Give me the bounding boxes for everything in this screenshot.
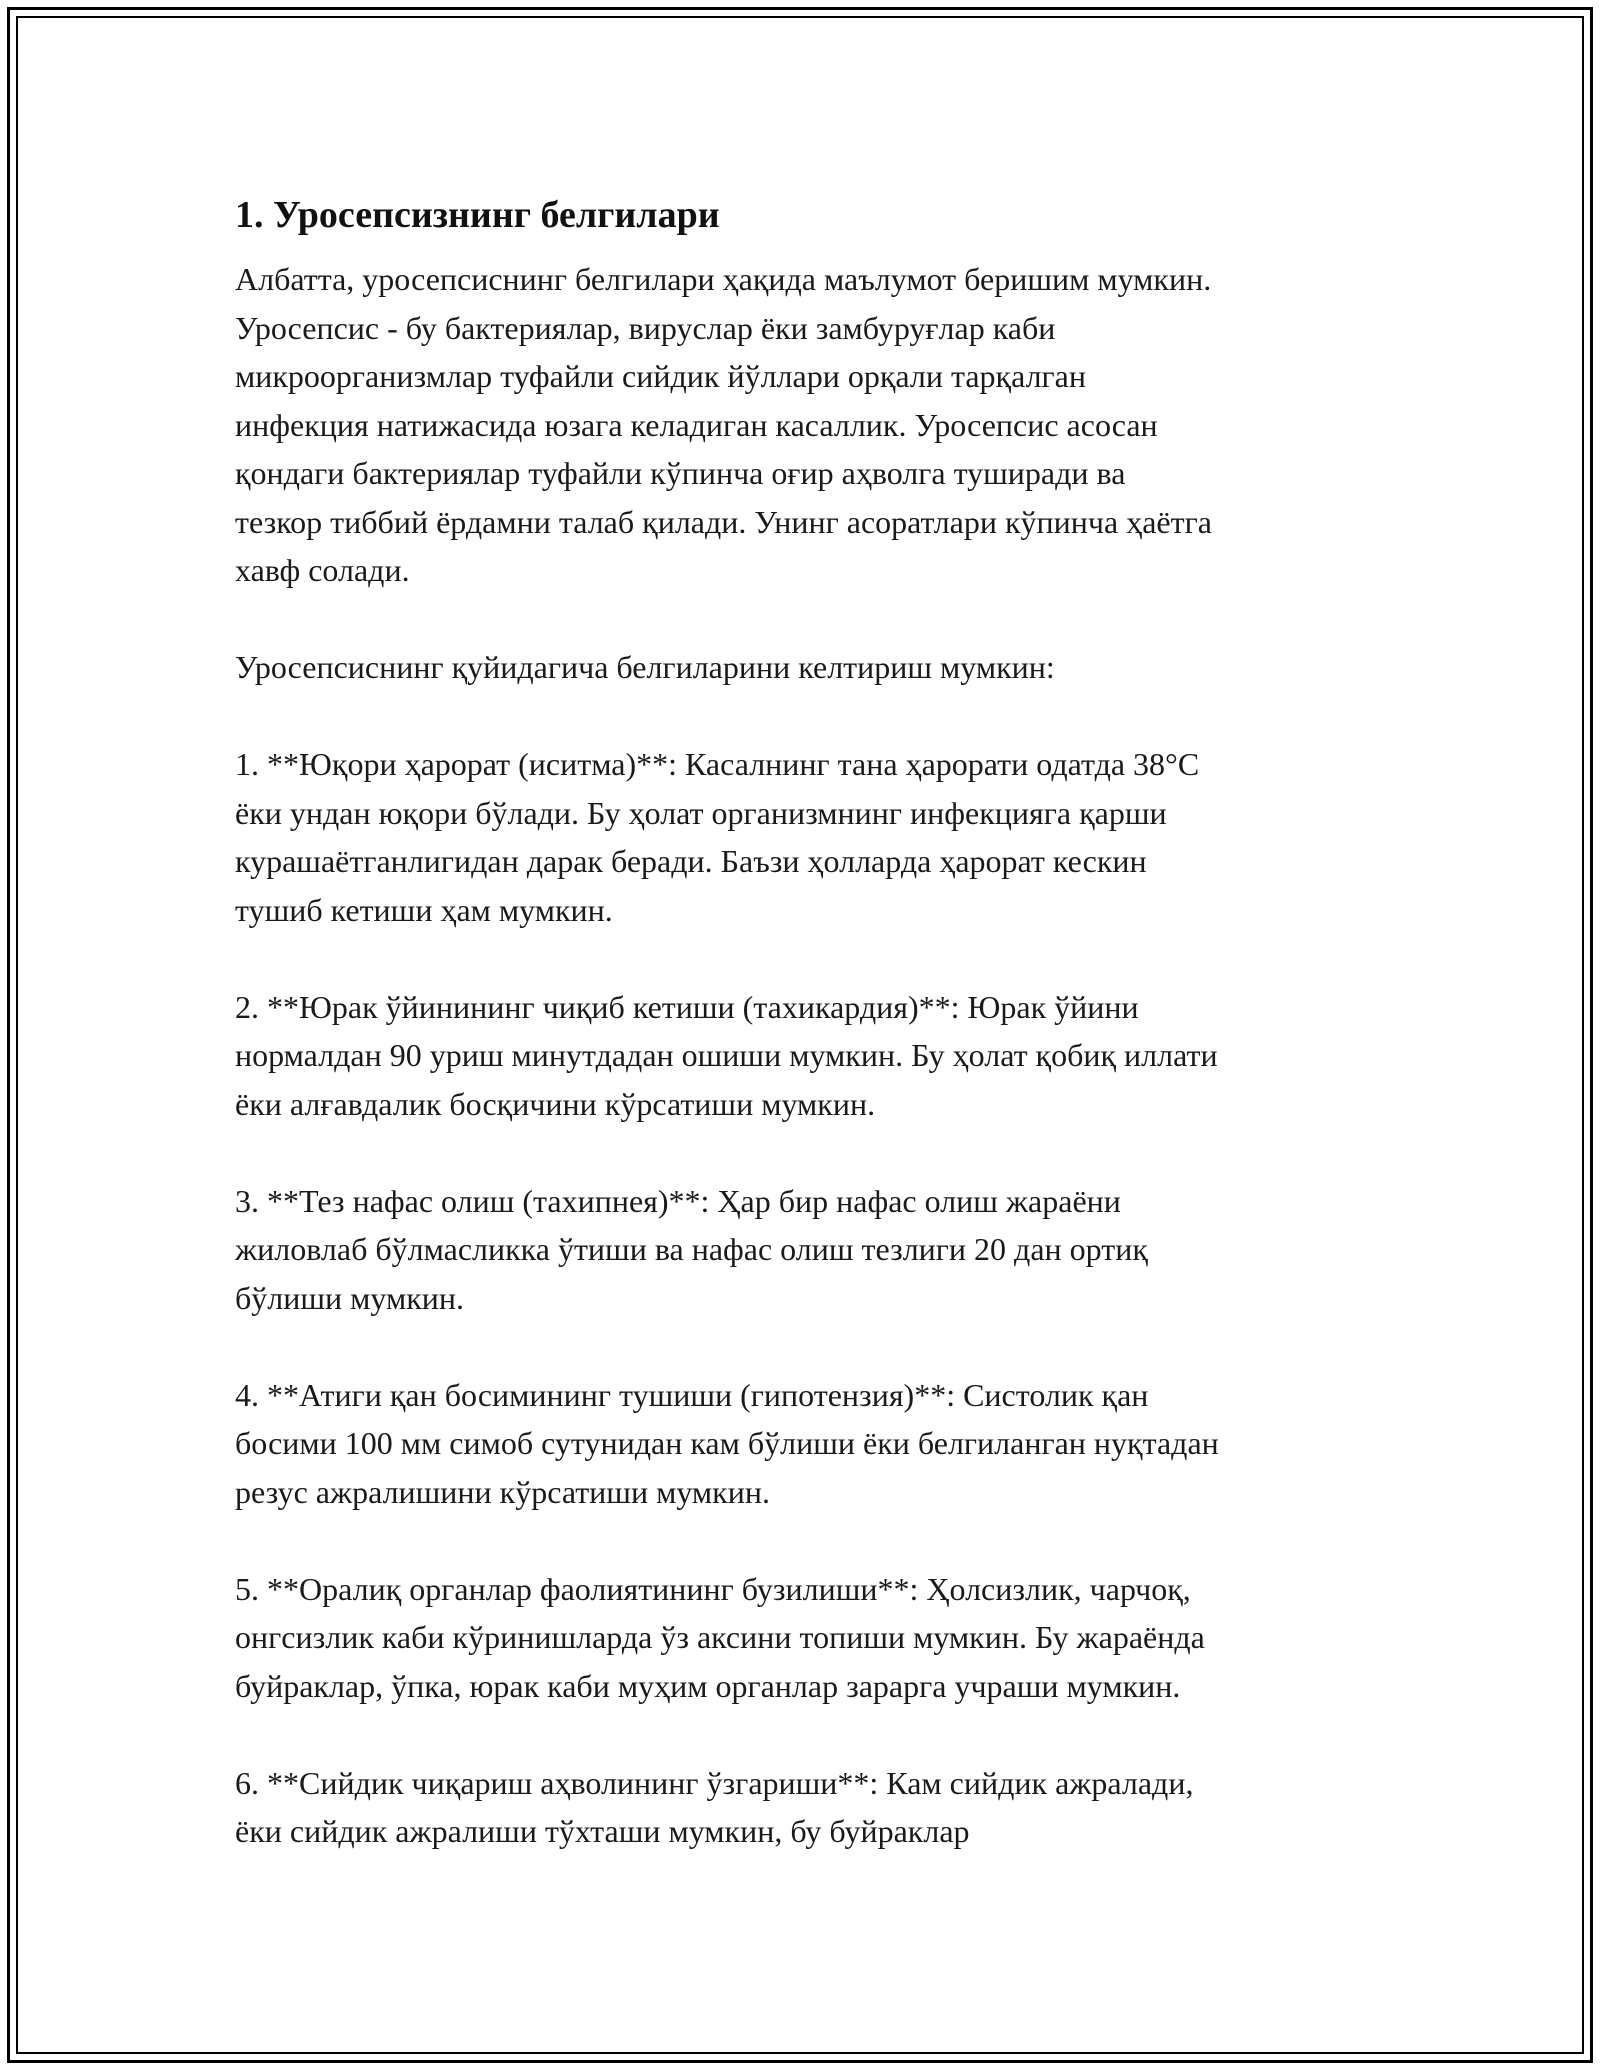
document-body <box>235 190 1375 1856</box>
list-item-6: 6. **Сийдик чиқариш аҳволининг ўзгариши**: Кам сийдик ажралади, ёки сийдик ажралиши тўхташи мумкин, бу буйраклар <box>235 1764 1194 1849</box>
intro-paragraph: Албатта, уросепсиснинг белгилари ҳақида маълумот беришим мумкин. Уросепсис - бу бактериялар, вируслар ёки замбуруғлар каби микроорганизмлар туфайли сийдик йўллари орқали тарқалган инфекция натижасида юзага келадиган касаллик. Уросепсис асосан қондаги бактериялар туфайли кўпинча оғир аҳволга туширади ва тезкор тиббий ёрдамни талаб қилади. Унинг асоратлари кўпинча ҳаётга хавф солади. <box>235 261 1212 588</box>
list-lead-paragraph: Уросепсиснинг қуйидагича белгиларини келтириш мумкин: <box>235 649 1055 685</box>
document-heading: 1. Уросепсизнинг белгилари <box>235 194 720 236</box>
list-item-2: 2. **Юрак ўйинининг чиқиб кетиши (тахикардия)**: Юрак ўйини нормалдан 90 уриш минутдадан ошиши мумкин. Бу ҳолат қобиқ иллати ёки алғавдалик босқичини кўрсатиши мумкин. <box>235 988 1218 1122</box>
list-item-3: 3. **Тез нафас олиш (тахипнея)**: Ҳар бир нафас олиш жараёни жиловлаб бўлмасликка ўтиши ва нафас олиш тезлиги 20 дан ортиқ бўлиши мумкин. <box>235 1182 1148 1316</box>
list-item-5: 5. **Оралиқ органлар фаолиятининг бузилиши**: Ҳолсизлик, чарчоқ, онгсизлик каби кўринишларда ўз аксини топиши мумкин. Бу жараёнда буйраклар, ўпка, юрак каби муҳим органлар зарарга учраши мумкин. <box>235 1570 1205 1704</box>
list-item-4: 4. **Атиги қан босимининг тушиши (гипотензия)**: Систолик қан босими 100 мм симоб сутунидан кам бўлиши ёки белгиланган нуқтадан резус ажралишини кўрсатиши мумкин. <box>235 1376 1219 1510</box>
list-item-1: 1. **Юқори ҳарорат (иситма)**: Касалнинг тана ҳарорати одатда 38°C ёки ундан юқори бўлади. Бу ҳолат организмнинг инфекцияга қарши курашаётганлигидан дарак беради. Баъзи ҳолларда ҳарорат кескин тушиб кетиши ҳам мумкин. <box>235 746 1200 928</box>
